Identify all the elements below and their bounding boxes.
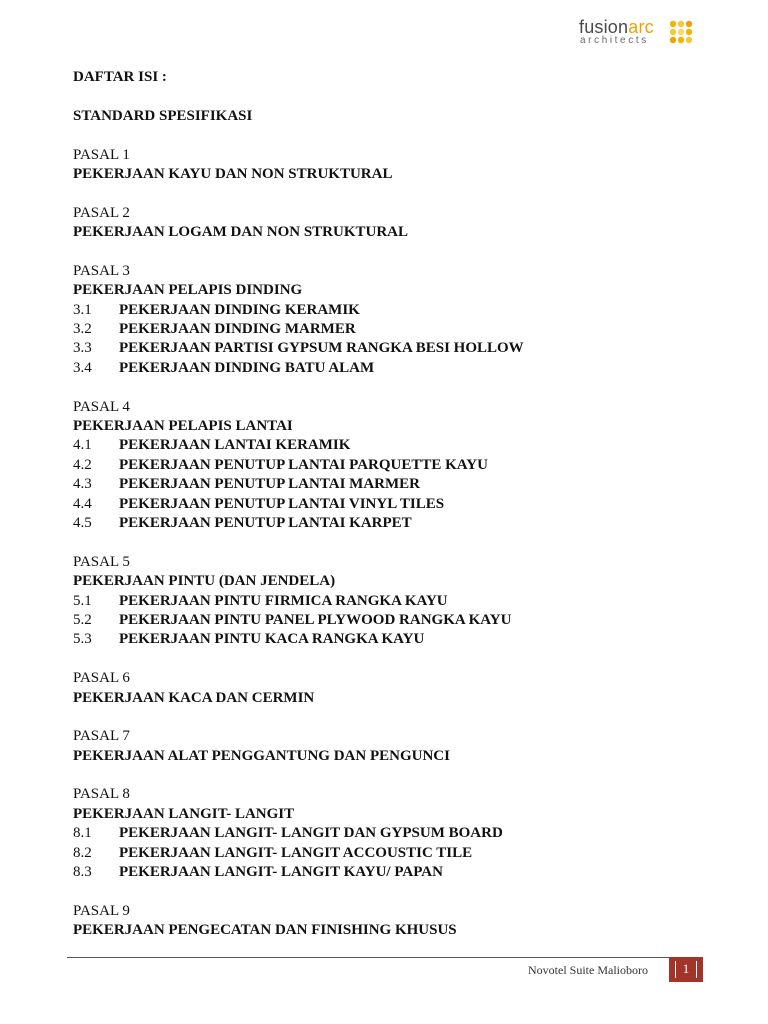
- logo-word-accent: arc: [628, 17, 654, 37]
- logo-wordmark: [579, 17, 654, 37]
- logo-word-main: fusion: [579, 17, 629, 37]
- subsection-item: [73, 495, 713, 514]
- section-label: PASAL 9: [73, 902, 130, 919]
- page-number: 1: [682, 961, 690, 976]
- subsection-item: [73, 630, 713, 649]
- subsection-item: [73, 863, 713, 882]
- subsection-title: PEKERJAAN PINTU PANEL PLYWOOD RANGKA KAYU: [119, 611, 512, 628]
- section-label: PASAL 3: [73, 262, 130, 279]
- subsection-number: 8.2: [73, 844, 92, 861]
- spacer: [73, 766, 713, 785]
- section-title: PEKERJAAN LOGAM DAN NON STRUKTURAL: [73, 224, 409, 241]
- spacer: [73, 533, 713, 552]
- subsection-number: 4.5: [73, 514, 92, 531]
- subsection-item: [73, 514, 713, 533]
- section-title: PEKERJAAN PINTU (DAN JENDELA): [73, 573, 336, 590]
- toc-heading: DAFTAR ISI :: [73, 69, 167, 85]
- spacer: [73, 126, 713, 145]
- subsection-item: [73, 475, 713, 494]
- subsection-title: PEKERJAAN PENUTUP LANTAI MARMER: [119, 476, 420, 493]
- spacer: [73, 184, 713, 203]
- table-of-contents: [73, 68, 713, 941]
- subsection-title: PEKERJAAN PARTISI GYPSUM RANGKA BESI HOLLOW: [119, 340, 524, 357]
- spacer: [73, 650, 713, 669]
- subsection-item: [73, 611, 713, 630]
- section-title: PEKERJAAN PELAPIS DINDING: [73, 282, 303, 299]
- subsection-number: 3.3: [73, 340, 92, 357]
- toc-subtitle: STANDARD SPESIFIKASI: [73, 107, 253, 124]
- footer-project-name: Novotel Suite Malioboro: [528, 963, 648, 977]
- subsection-title: PEKERJAAN PINTU FIRMICA RANGKA KAYU: [119, 592, 448, 609]
- subsection-number: 4.2: [73, 456, 92, 473]
- spacer: [73, 882, 713, 901]
- spacer: [73, 708, 713, 727]
- subsection-title: PEKERJAAN DINDING MARMER: [119, 321, 356, 338]
- section-label: PASAL 8: [73, 786, 130, 803]
- logo-tagline: architects: [580, 35, 649, 46]
- subsection-title: PEKERJAAN LANGIT- LANGIT ACCOUSTIC TILE: [119, 844, 473, 861]
- subsection-item: [73, 844, 713, 863]
- section-title: PEKERJAAN ALAT PENGGANTUNG DAN PENGUNCI: [73, 747, 450, 764]
- subsection-item: [73, 824, 713, 843]
- subsection-number: 5.2: [73, 611, 92, 628]
- subsection-title: PEKERJAAN LANGIT- LANGIT DAN GYPSUM BOARD: [119, 825, 503, 842]
- logo-dot-grid-icon: [669, 20, 693, 44]
- subsection-number: 3.1: [73, 301, 92, 318]
- fusionarc-logo: [579, 17, 699, 47]
- section-label: PASAL 2: [73, 204, 130, 221]
- subsection-number: 3.2: [73, 321, 92, 338]
- spacer: [73, 378, 713, 397]
- section-title: PEKERJAAN PELAPIS LANTAI: [73, 418, 293, 435]
- subsection-item: [73, 592, 713, 611]
- spacer: [73, 87, 713, 106]
- section-title: PEKERJAAN KACA DAN CERMIN: [73, 689, 315, 706]
- section-label: PASAL 1: [73, 146, 130, 163]
- subsection-number: 4.1: [73, 437, 92, 454]
- section-label: PASAL 4: [73, 398, 130, 415]
- subsection-number: 5.1: [73, 592, 92, 609]
- section-title: PEKERJAAN KAYU DAN NON STRUKTURAL: [73, 165, 393, 182]
- page-tick-right: [696, 961, 697, 978]
- subsection-title: PEKERJAAN LANTAI KERAMIK: [119, 437, 351, 454]
- subsection-title: PEKERJAAN PINTU KACA RANGKA KAYU: [119, 631, 425, 648]
- subsection-item: [73, 456, 713, 475]
- section-title: PEKERJAAN LANGIT- LANGIT: [73, 805, 295, 822]
- subsection-item: [73, 436, 713, 455]
- page-number-badge: [669, 957, 703, 982]
- subsection-title: PEKERJAAN LANGIT- LANGIT KAYU/ PAPAN: [119, 864, 443, 881]
- subsection-title: PEKERJAAN PENUTUP LANTAI PARQUETTE KAYU: [119, 456, 488, 473]
- toc-sections: [73, 126, 713, 940]
- subsection-title: PEKERJAAN PENUTUP LANTAI VINYL TILES: [119, 495, 445, 512]
- section-label: PASAL 6: [73, 670, 130, 687]
- subsection-number: 4.4: [73, 495, 92, 512]
- subsection-title: PEKERJAAN DINDING BATU ALAM: [119, 359, 375, 376]
- subsection-item: [73, 301, 713, 320]
- subsection-number: 3.4: [73, 359, 92, 376]
- subsection-number: 5.3: [73, 631, 92, 648]
- subsection-title: PEKERJAAN DINDING KERAMIK: [119, 301, 360, 318]
- subsection-number: 4.3: [73, 476, 92, 493]
- subsection-item: [73, 359, 713, 378]
- section-title: PEKERJAAN PENGECATAN DAN FINISHING KHUSUS: [73, 922, 457, 939]
- subsection-number: 8.3: [73, 864, 92, 881]
- subsection-title: PEKERJAAN PENUTUP LANTAI KARPET: [119, 514, 412, 531]
- section-label: PASAL 7: [73, 728, 130, 745]
- spacer: [73, 243, 713, 262]
- subsection-number: 8.1: [73, 825, 92, 842]
- subsection-item: [73, 339, 713, 358]
- subsection-item: [73, 320, 713, 339]
- section-label: PASAL 5: [73, 553, 130, 570]
- footer-divider: [67, 957, 703, 958]
